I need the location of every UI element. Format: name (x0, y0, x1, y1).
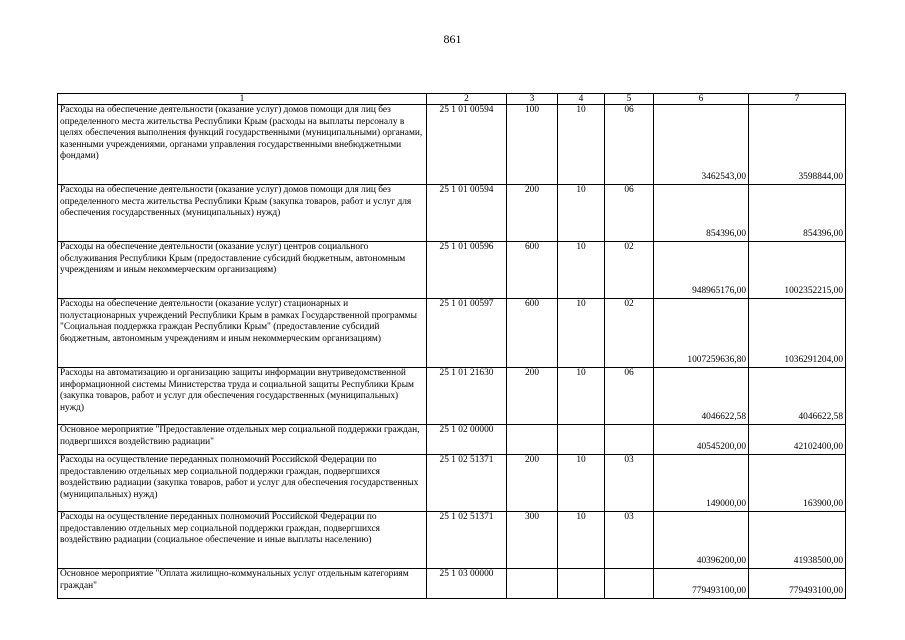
row-pr-cell (605, 569, 654, 599)
row-name-cell: Расходы на осуществление переданных полномочий Российской Федерации по предоставлению отдельных мер социальной поддержки граждан, подвергшихся воздействию радиации (социальное обеспечение и иные выплаты населению) (58, 512, 427, 569)
table-header-row (58, 94, 846, 105)
table-row (58, 368, 846, 425)
row-sum2-cell: 3598844,00 (749, 105, 846, 185)
table-row (58, 569, 846, 599)
header-cell: 6 (654, 94, 749, 105)
row-sum2-cell: 42102400,00 (749, 425, 846, 455)
table-row (58, 185, 846, 242)
header-cell: 1 (58, 94, 427, 105)
row-vr-cell: 100 (507, 105, 558, 185)
row-pr-cell: 03 (605, 455, 654, 512)
row-code-cell: 25 1 01 00596 (427, 242, 507, 299)
row-vr-cell (507, 425, 558, 455)
header-cell: 4 (558, 94, 605, 105)
row-code-cell: 25 1 01 21630 (427, 368, 507, 425)
row-vr-cell: 300 (507, 512, 558, 569)
page-number: 861 (443, 32, 462, 46)
row-rz-cell (558, 569, 605, 599)
row-rz-cell (558, 425, 605, 455)
row-rz-cell: 10 (558, 299, 605, 368)
row-sum2-cell: 163900,00 (749, 455, 846, 512)
row-sum1-cell: 149000,00 (654, 455, 749, 512)
row-name-cell: Расходы на осуществление переданных полномочий Российской Федерации по предоставлению отдельных мер социальной поддержки граждан, подвергшихся воздействию радиации (закупка товаров, работ и услуг для обеспечения государственных (муниципальных) нужд) (58, 455, 427, 512)
table-row (58, 242, 846, 299)
row-pr-cell: 03 (605, 512, 654, 569)
row-code-cell: 25 1 02 51371 (427, 455, 507, 512)
row-sum2-cell: 41938500,00 (749, 512, 846, 569)
row-code-cell: 25 1 02 51371 (427, 512, 507, 569)
row-vr-cell: 600 (507, 242, 558, 299)
row-pr-cell: 06 (605, 368, 654, 425)
row-sum1-cell: 779493100,00 (654, 569, 749, 599)
row-sum2-cell: 854396,00 (749, 185, 846, 242)
table-row (58, 512, 846, 569)
row-pr-cell: 02 (605, 299, 654, 368)
row-name-cell: Расходы на обеспечение деятельности (оказание услуг) стационарных и полустационарных учреждений Республики Крым в рамках Государственной программы "Социальная поддержка граждан Республики Крым" (предоставление субсидий бюджетным, автономным учреждениям и иным некоммерческим организациям) (58, 299, 427, 368)
row-sum2-cell: 779493100,00 (749, 569, 846, 599)
row-pr-cell: 06 (605, 185, 654, 242)
row-vr-cell: 200 (507, 368, 558, 425)
row-sum1-cell: 948965176,00 (654, 242, 749, 299)
row-name-cell: Расходы на обеспечение деятельности (оказание услуг) центров социального обслуживания Республики Крым (предоставление субсидий бюджетным, автономным учреждениям и иным некоммерческим организациям) (58, 242, 427, 299)
header-cell: 7 (749, 94, 846, 105)
row-code-cell: 25 1 01 00597 (427, 299, 507, 368)
row-pr-cell: 02 (605, 242, 654, 299)
row-code-cell: 25 1 02 00000 (427, 425, 507, 455)
row-sum2-cell: 1002352215,00 (749, 242, 846, 299)
row-sum1-cell: 854396,00 (654, 185, 749, 242)
row-vr-cell: 600 (507, 299, 558, 368)
row-sum1-cell: 40396200,00 (654, 512, 749, 569)
row-code-cell: 25 1 01 00594 (427, 185, 507, 242)
row-sum1-cell: 3462543,00 (654, 105, 749, 185)
row-rz-cell: 10 (558, 455, 605, 512)
header-cell: 2 (427, 94, 507, 105)
table-row (58, 299, 846, 368)
row-sum1-cell: 40545200,00 (654, 425, 749, 455)
row-name-cell: Расходы на автоматизацию и организацию защиты информации внутриведомственной информационной системы Министерства труда и социальной защиты Республики Крым (закупка товаров, работ и услуг для обеспечения государственных (муниципальных) нужд) (58, 368, 427, 425)
row-rz-cell: 10 (558, 105, 605, 185)
row-sum1-cell: 1007259636,80 (654, 299, 749, 368)
row-pr-cell (605, 425, 654, 455)
row-sum2-cell: 1036291204,00 (749, 299, 846, 368)
row-vr-cell (507, 569, 558, 599)
row-code-cell: 25 1 01 00594 (427, 105, 507, 185)
row-name-cell: Основное мероприятие "Оплата жилищно-коммунальных услуг отдельным категориям граждан" (58, 569, 427, 599)
row-rz-cell: 10 (558, 185, 605, 242)
row-vr-cell: 200 (507, 455, 558, 512)
row-sum1-cell: 4046622,58 (654, 368, 749, 425)
row-rz-cell: 10 (558, 242, 605, 299)
table-row (58, 425, 846, 455)
row-code-cell: 25 1 03 00000 (427, 569, 507, 599)
row-name-cell: Расходы на обеспечение деятельности (оказание услуг) домов помощи для лиц без определенного места жительства Республики Крым (закупка товаров, работ и услуг для обеспечения государственных (муниципальных) нужд) (58, 185, 427, 242)
budget-table (57, 93, 846, 599)
row-rz-cell: 10 (558, 368, 605, 425)
row-sum2-cell: 4046622,58 (749, 368, 846, 425)
row-rz-cell: 10 (558, 512, 605, 569)
header-cell: 3 (507, 94, 558, 105)
row-name-cell: Расходы на обеспечение деятельности (оказание услуг) домов помощи для лиц без определенного места жительства Республики Крым (расходы на выплаты персоналу в целях обеспечения выполнения функций государственными (муниципальными) органами, казенными учреждениями, органами управления государственными внебюджетными фондами) (58, 105, 427, 185)
table-row (58, 455, 846, 512)
header-cell: 5 (605, 94, 654, 105)
row-pr-cell: 06 (605, 105, 654, 185)
row-vr-cell: 200 (507, 185, 558, 242)
row-name-cell: Основное мероприятие "Предоставление отдельных мер социальной поддержки граждан, подвергшихся воздействию радиации" (58, 425, 427, 455)
table-row (58, 105, 846, 185)
